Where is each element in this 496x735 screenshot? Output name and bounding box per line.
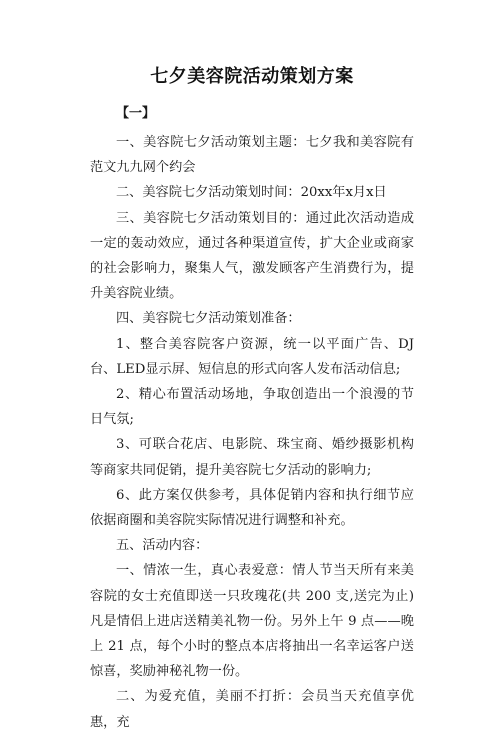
paragraph-prep-2: 2、精心布置活动场地，争取创造出一个浪漫的节日气氛;: [90, 387, 414, 428]
section-label: 【一】: [116, 106, 156, 121]
document-title: 七夕美容院活动策划方案: [150, 66, 354, 87]
paragraph-prep-1: 1、整合美容院客户资源，统一以平面广告、DJ台、LED显示屏、短信息的形式向客人发布活动信息;: [90, 336, 414, 377]
paragraph-content-heading: 五、活动内容：: [116, 538, 209, 554]
paragraph-time: 二、美容院七夕活动策划时间：20xx年x月x日: [116, 185, 387, 201]
paragraph-content-2: 二、为爱充值，美丽不打折：会员当天充值享优惠，充: [90, 689, 414, 730]
paragraph-prep-6: 6、此方案仅供参考，具体促销内容和执行细节应依据商圈和美容院实际情况进行调整和补充。: [90, 487, 414, 529]
paragraph-preparation-heading: 四、美容院七夕活动策划准备：: [116, 311, 301, 327]
paragraph-prep-3: 3、可联合花店、电影院、珠宝商、婚纱摄影机构等商家共同促销，提升美容院七夕活动的影响力;: [90, 437, 414, 478]
paragraph-theme: 一、美容院七夕活动策划主题：七夕我和美容院有范文九九网个约会: [90, 135, 414, 176]
paragraph-content-1: 一、情浓一生，真心表爱意：情人节当天所有来美容院的女士充值即送一只玫瑰花(共 200 支,送完为止)凡是情侣上进店送精美礼物一份。另外上午 9 点——晚上 21 点，每个小时的整点本店将抽出一名幸运客户送惊喜，奖励神秘礼物一份。: [90, 563, 414, 680]
paragraph-purpose: 三、美容院七夕活动策划目的：通过此次活动造成一定的轰动效应，通过各种渠道宣传，扩大企业或商家的社会影响力，聚集人气，激发顾客产生消费行为，提升美容院业绩。: [90, 210, 414, 302]
